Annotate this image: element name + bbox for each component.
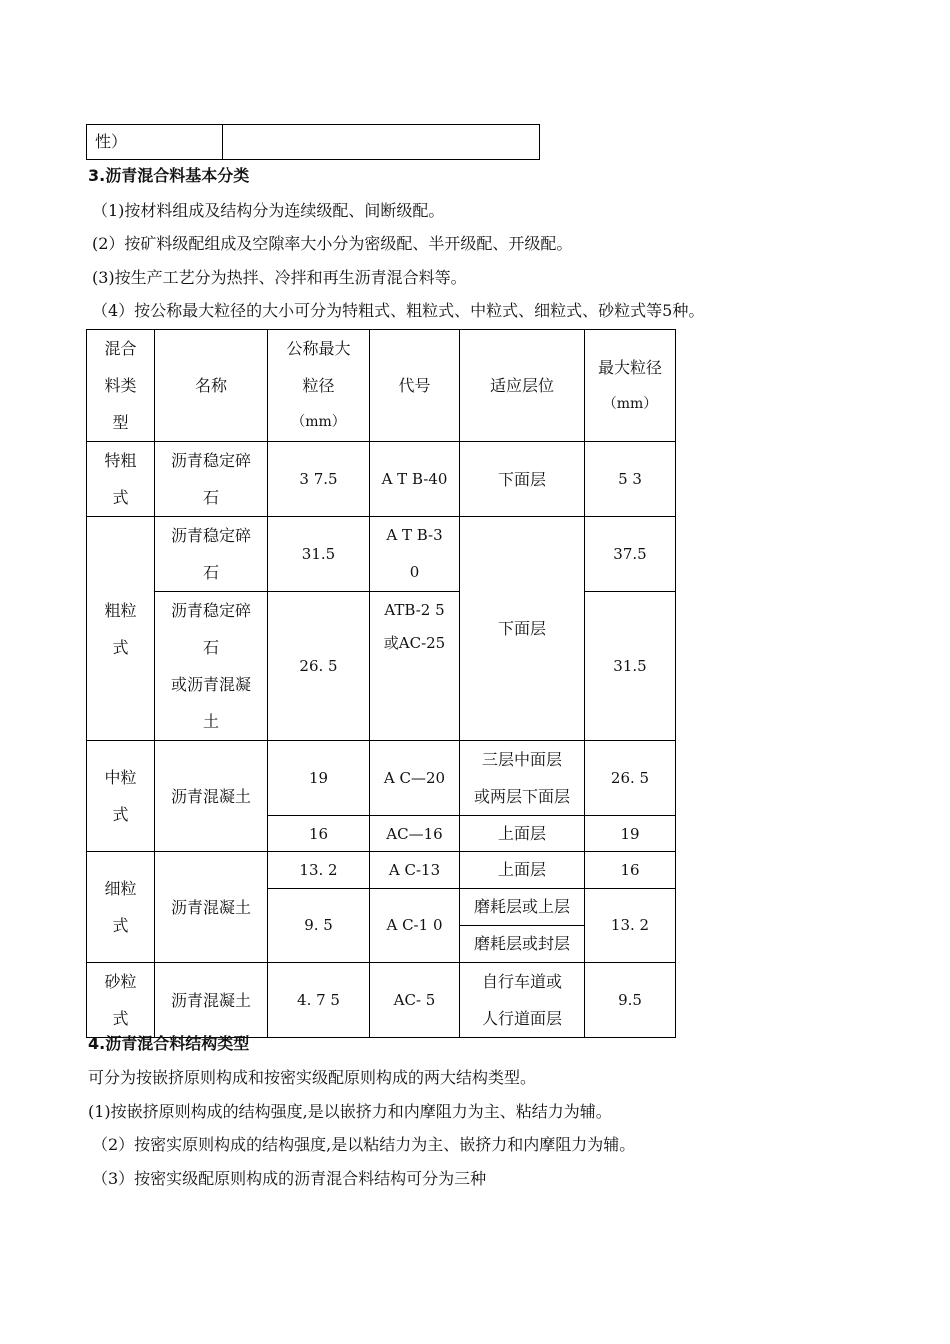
cell-layer: 上面层 xyxy=(460,816,585,852)
cell-type: 特粗 式 xyxy=(87,442,155,517)
cell-nominal: 19 xyxy=(268,741,370,816)
cell-max: 26. 5 xyxy=(585,741,676,816)
cell-code: A T B-40 xyxy=(370,442,460,517)
section4-item: (1)按嵌挤原则构成的结构强度,是以嵌挤力和内摩阻力为主、粘结力为辅。 xyxy=(88,1102,612,1121)
cell-code: ATB-2 5 或AC-25 xyxy=(370,592,460,741)
cell-name: 沥青稳定碎 石 xyxy=(155,517,268,592)
header-code: 代号 xyxy=(370,330,460,442)
cell-type: 中粒 式 xyxy=(87,741,155,852)
section3-item: (2）按矿料级配组成及空隙率大小分为密级配、半开级配、开级配。 xyxy=(92,234,573,253)
section4-item: 可分为按嵌挤原则构成和按密实级配原则构成的两大结构类型。 xyxy=(88,1068,537,1087)
cell-code: A T B-3 0 xyxy=(370,517,460,592)
cell-code: A C-13 xyxy=(370,852,460,889)
header-type: 混合 料类 型 xyxy=(87,330,155,442)
cell-code: A C—20 xyxy=(370,741,460,816)
cell-nominal: 31.5 xyxy=(268,517,370,592)
cell-max: 16 xyxy=(585,852,676,889)
cell-layer: 自行车道或 人行道面层 xyxy=(460,963,585,1038)
cell-type: 细粒 式 xyxy=(87,852,155,963)
table-row xyxy=(87,741,676,816)
cell-layer: 上面层 xyxy=(460,852,585,889)
cell-name: 沥青稳定碎 石 或沥青混凝 土 xyxy=(155,592,268,741)
top-table-cell xyxy=(223,125,540,160)
header-layer: 适应层位 xyxy=(460,330,585,442)
cell-code: AC—16 xyxy=(370,816,460,852)
cell-name: 沥青混凝土 xyxy=(155,963,268,1038)
table-row xyxy=(87,963,676,1038)
cell-nominal: 4. 7 5 xyxy=(268,963,370,1038)
cell-nominal: 13. 2 xyxy=(268,852,370,889)
cell-nominal: 16 xyxy=(268,816,370,852)
cell-max: 31.5 xyxy=(585,592,676,741)
cell-max: 9.5 xyxy=(585,963,676,1038)
cell-type: 砂粒 式 xyxy=(87,963,155,1038)
cell-name: 沥青稳定碎 石 xyxy=(155,442,268,517)
table-header-row xyxy=(87,330,676,442)
cell-layer: 下面层 xyxy=(460,517,585,741)
top-table-cell: 性） xyxy=(87,125,223,160)
classification-table xyxy=(86,329,676,1038)
cell-layer: 磨耗层或封层 xyxy=(460,926,585,963)
section3-item: （1)按材料组成及结构分为连续级配、间断级配。 xyxy=(92,201,445,220)
table-row xyxy=(87,442,676,517)
cell-max: 37.5 xyxy=(585,517,676,592)
table-row xyxy=(87,592,676,741)
cell-layer: 下面层 xyxy=(460,442,585,517)
top-table xyxy=(86,124,540,160)
section3-heading: 3.沥青混合料基本分类 xyxy=(88,166,250,185)
cell-code: A C-1 0 xyxy=(370,889,460,963)
cell-max: 5 3 xyxy=(585,442,676,517)
cell-max: 19 xyxy=(585,816,676,852)
cell-max: 13. 2 xyxy=(585,889,676,963)
cell-nominal: 26. 5 xyxy=(268,592,370,741)
section4-item: （2）按密实原则构成的结构强度,是以粘结力为主、嵌挤力和内摩阻力为辅。 xyxy=(92,1135,636,1154)
cell-name: 沥青混凝土 xyxy=(155,741,268,852)
header-nominal: 公称最大 粒径 （mm） xyxy=(268,330,370,442)
table-row xyxy=(87,852,676,889)
section4-item: （3）按密实级配原则构成的沥青混合料结构可分为三种 xyxy=(92,1169,487,1188)
cell-type: 粗粒 式 xyxy=(87,517,155,741)
header-max: 最大粒径 （mm） xyxy=(585,330,676,442)
cell-name: 沥青混凝土 xyxy=(155,852,268,963)
table-row xyxy=(87,517,676,592)
header-name: 名称 xyxy=(155,330,268,442)
cell-code: AC- 5 xyxy=(370,963,460,1038)
cell-layer: 三层中面层 或两层下面层 xyxy=(460,741,585,816)
section3-item: (3)按生产工艺分为热拌、冷拌和再生沥青混合料等。 xyxy=(92,268,467,287)
cell-nominal: 3 7.5 xyxy=(268,442,370,517)
cell-nominal: 9. 5 xyxy=(268,889,370,963)
section3-item: （4）按公称最大粒径的大小可分为特粗式、粗粒式、中粒式、细粒式、砂粒式等5种。 xyxy=(92,301,705,320)
cell-layer: 磨耗层或上层 xyxy=(460,889,585,926)
section4-heading: 4.沥青混合料结构类型 xyxy=(88,1034,250,1053)
